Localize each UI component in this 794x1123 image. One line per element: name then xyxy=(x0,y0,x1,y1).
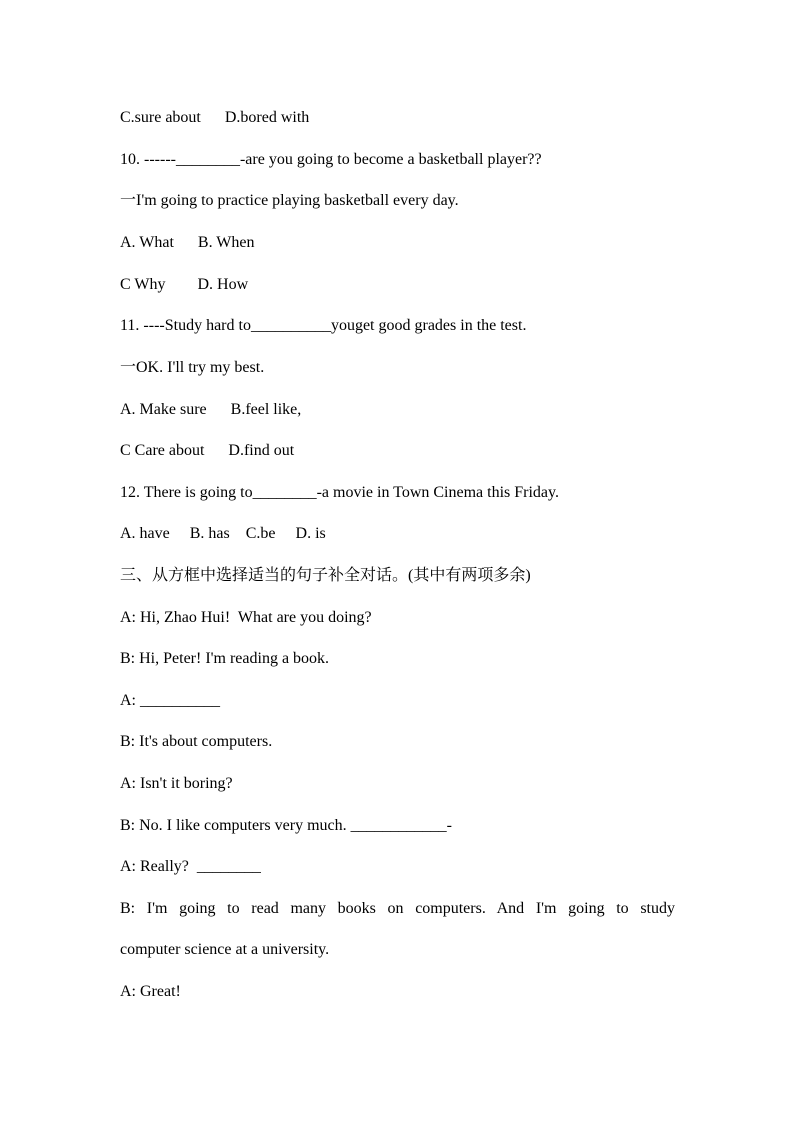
question-12: 12. There is going to________-a movie in Town Cinema this Friday. xyxy=(120,484,559,501)
question-10: 10. ------________-are you going to become a basketball player?? xyxy=(120,151,542,168)
question-11-response: 一OK. I'll try my best. xyxy=(120,359,265,376)
section-3-heading: 三、从方框中选择适当的句子补全对话。(其中有两项多余) xyxy=(120,567,531,584)
dialogue-line-5: A: Isn't it boring? xyxy=(120,775,233,792)
dialogue-line-3: A: __________ xyxy=(120,692,220,709)
dialogue-line-8-continued: computer science at a university. xyxy=(120,941,330,958)
question-11-options-ab: A. Make sure B.feel like, xyxy=(120,401,302,418)
question-11-options-cd: C Care about D.find out xyxy=(120,442,295,459)
question-10-options-cd: C Why D. How xyxy=(120,276,249,293)
dialogue-line-1: A: Hi, Zhao Hui! What are you doing? xyxy=(120,609,372,626)
option-line-cd: C.sure about D.bored with xyxy=(120,109,310,126)
question-10-response: 一I'm going to practice playing basketball every day. xyxy=(120,192,459,209)
question-12-options: A. have B. has C.be D. is xyxy=(120,525,326,542)
dialogue-line-9: A: Great! xyxy=(120,983,181,1000)
question-11: 11. ----Study hard to__________youget good grades in the test. xyxy=(120,317,527,334)
dialogue-line-8: B: I'm going to read many books on computers. And I'm going to study xyxy=(120,900,675,917)
dialogue-line-7: A: Really? ________ xyxy=(120,858,261,875)
dialogue-line-6: B: No. I like computers very much. ____________- xyxy=(120,817,452,834)
dialogue-line-2: B: Hi, Peter! I'm reading a book. xyxy=(120,650,330,667)
dialogue-line-4: B: It's about computers. xyxy=(120,733,273,750)
question-10-options-ab: A. What B. When xyxy=(120,234,255,251)
